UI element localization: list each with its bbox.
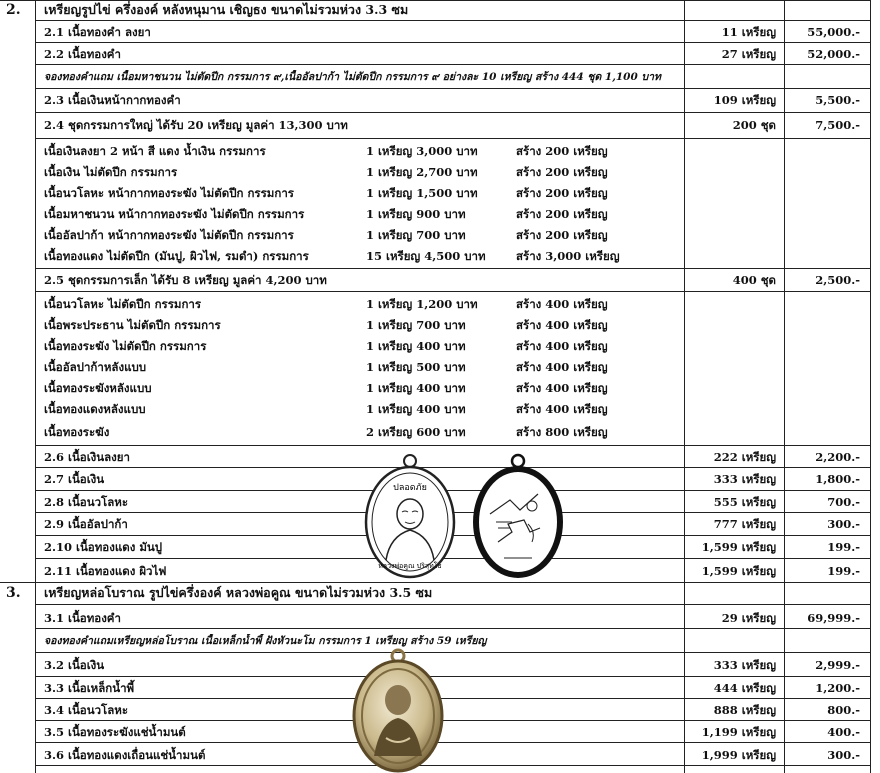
item-name: 2.10 เนื้อทองแดง มันปู bbox=[44, 540, 163, 554]
item-qty: 27 เหรียญ bbox=[721, 47, 776, 61]
set-item-name: เนื้อเงิน ไม่ตัดปีก กรรมการ bbox=[44, 165, 178, 179]
item-qty: 1,599 เหรียญ bbox=[701, 564, 776, 578]
bonus-note: จองทองคำแถมเหรียญหล่อโบราณ เนื้อเหล็กน้ำพี้ ฝังหัวนะโม กรรมการ 1 เหรียญ สร้าง 59 เหรียญ bbox=[44, 635, 487, 647]
item-name: 3.2 เนื้อเงิน bbox=[44, 658, 105, 672]
item-name: 3.4 เนื้อนวโลหะ bbox=[44, 703, 129, 717]
item-name: 2.6 เนื้อเงินลงยา bbox=[44, 450, 130, 464]
item-qty: 1,199 เหรียญ bbox=[701, 725, 776, 739]
item-name: 2.7 เนื้อเงิน bbox=[44, 472, 105, 486]
set-item-count: สร้าง 400 เหรียญ bbox=[516, 318, 608, 332]
section-number: 2. bbox=[6, 2, 21, 18]
item-price: 2,200.- bbox=[815, 450, 860, 464]
bonus-note: จองทองคำแถม เนื้อมหาชนวน ไม่ตัดปีก กรรมการ ๙,เนื้ออัลปาก้า ไม่ตัดปีก กรรมการ ๙ อย่างละ 10 เหรียญ สร้าง 444 ชุด 1,100 บาท bbox=[44, 71, 661, 83]
set-item-name: เนื้อทองระฆัง ไม่ตัดปีก กรรมการ bbox=[44, 339, 207, 353]
set-item-count: สร้าง 200 เหรียญ bbox=[516, 165, 608, 179]
item-name: 2.3 เนื้อเงินหน้ากากทองคำ bbox=[44, 93, 181, 107]
set-item-count: สร้าง 200 เหรียญ bbox=[516, 207, 608, 221]
cast-medal-image bbox=[348, 648, 448, 773]
set-item-name: เนื้อนวโลหะ หน้ากากทองระฆัง ไม่ตัดปีก กรรมการ bbox=[44, 186, 294, 200]
section-number: 3. bbox=[6, 585, 21, 601]
item-name: 2.4 ชุดกรรมการใหญ่ ได้รับ 20 เหรียญ มูลค่า 13,300 บาท bbox=[44, 118, 348, 132]
item-price: 1,800.- bbox=[815, 472, 860, 486]
item-name: 2.1 เนื้อทองคำ ลงยา bbox=[44, 25, 151, 39]
set-item-name: เนื้อมหาชนวน หน้ากากทองระฆัง ไม่ตัดปีก กรรมการ bbox=[44, 207, 305, 221]
set-item-value: 1 เหรียญ 400 บาท bbox=[366, 339, 466, 353]
item-price: 800.- bbox=[827, 703, 860, 717]
item-qty: 222 เหรียญ bbox=[713, 450, 776, 464]
set-item-count: สร้าง 200 เหรียญ bbox=[516, 228, 608, 242]
set-item-name: เนื้อทองแดงหลังแบบ bbox=[44, 402, 146, 416]
set-item-name: เนื้อทองระฆังหลังแบบ bbox=[44, 381, 152, 395]
set-item-value: 1 เหรียญ 1,500 บาท bbox=[366, 186, 478, 200]
section-title: เหรียญหล่อโบราณ รูปไข่ครึ่งองค์ หลวงพ่อคูณ ขนาดไม่รวมห่วง 3.5 ซม bbox=[44, 585, 433, 600]
set-item-count: สร้าง 200 เหรียญ bbox=[516, 144, 608, 158]
set-item-value: 1 เหรียญ 700 บาท bbox=[366, 318, 466, 332]
item-qty: 888 เหรียญ bbox=[713, 703, 776, 717]
item-price: 55,000.- bbox=[807, 25, 860, 39]
item-qty: 333 เหรียญ bbox=[713, 472, 776, 486]
set-item-count: สร้าง 400 เหรียญ bbox=[516, 402, 608, 416]
set-item-value: 1 เหรียญ 900 บาท bbox=[366, 207, 466, 221]
item-qty: 1,999 เหรียญ bbox=[701, 748, 776, 762]
item-name: 3.1 เนื้อทองคำ bbox=[44, 611, 121, 625]
item-name: 3.5 เนื้อทองระฆังแช่น้ำมนต์ bbox=[44, 725, 186, 739]
set-item-name: เนื้ออัลปาก้า หน้ากากทองระฆัง ไม่ตัดปีก กรรมการ bbox=[44, 228, 294, 242]
set-item-value: 1 เหรียญ 2,700 บาท bbox=[366, 165, 478, 179]
item-price: 2,999.- bbox=[815, 658, 860, 672]
set-item-value: 1 เหรียญ 1,200 บาท bbox=[366, 297, 478, 311]
set-item-name: เนื้อทองแดง ไม่ตัดปีก (มันปู, ผิวไฟ, รมดำ) กรรมการ bbox=[44, 249, 309, 263]
set-item-value: 1 เหรียญ 400 บาท bbox=[366, 402, 466, 416]
set-item-value: 1 เหรียญ 500 บาท bbox=[366, 360, 466, 374]
medal-back-image bbox=[468, 452, 568, 580]
set-item-value: 1 เหรียญ 400 บาท bbox=[366, 381, 466, 395]
item-qty: 29 เหรียญ bbox=[721, 611, 776, 625]
item-qty: 200 ชุด bbox=[732, 118, 776, 132]
set-item-value: 1 เหรียญ 3,000 บาท bbox=[366, 144, 478, 158]
set-item-count: สร้าง 400 เหรียญ bbox=[516, 297, 608, 311]
item-qty: 555 เหรียญ bbox=[713, 495, 776, 509]
set-item-name: เนื้ออัลปาก้าหลังแบบ bbox=[44, 360, 147, 374]
set-item-value: 2 เหรียญ 600 บาท bbox=[366, 425, 466, 439]
set-item-count: สร้าง 800 เหรียญ bbox=[516, 425, 608, 439]
item-name: 2.9 เนื้ออัลปาก้า bbox=[44, 517, 128, 531]
section-title: เหรียญรูปไข่ ครึ่งองค์ หลังหนุมาน เชิญธง ขนาดไม่รวมห่วง 3.3 ซม bbox=[44, 2, 409, 17]
item-price: 7,500.- bbox=[815, 118, 860, 132]
col-line-right bbox=[870, 0, 871, 773]
item-price: 300.- bbox=[827, 748, 860, 762]
item-price: 2,500.- bbox=[815, 273, 860, 287]
set-item-count: สร้าง 3,000 เหรียญ bbox=[516, 249, 620, 263]
item-price: 199.- bbox=[827, 564, 860, 578]
item-qty: 109 เหรียญ bbox=[713, 93, 776, 107]
item-price: 199.- bbox=[827, 540, 860, 554]
item-qty: 11 เหรียญ bbox=[721, 25, 776, 39]
set-item-count: สร้าง 400 เหรียญ bbox=[516, 360, 608, 374]
item-qty: 400 ชุด bbox=[732, 273, 776, 287]
item-price: 1,200.- bbox=[815, 681, 860, 695]
set-item-name: เนื้อเงินลงยา 2 หน้า สี แดง น้ำเงิน กรรมการ bbox=[44, 144, 266, 158]
item-price: 52,000.- bbox=[807, 47, 860, 61]
medal-front-top-text: ปลอดภัย bbox=[393, 483, 427, 493]
set-item-value: 1 เหรียญ 700 บาท bbox=[366, 228, 466, 242]
set-item-value: 15 เหรียญ 4,500 บาท bbox=[366, 249, 486, 263]
item-price: 5,500.- bbox=[815, 93, 860, 107]
medal-front-image bbox=[360, 452, 460, 580]
item-name: 3.6 เนื้อทองแดงเถื่อนแช่น้ำมนต์ bbox=[44, 748, 206, 762]
set-item-name: เนื้อพระประธาน ไม่ตัดปีก กรรมการ bbox=[44, 318, 221, 332]
medal-front-bottom-text: หลวงพ่อคูณ ปริสุทโธ bbox=[378, 562, 442, 570]
item-price: 300.- bbox=[827, 517, 860, 531]
set-item-count: สร้าง 200 เหรียญ bbox=[516, 186, 608, 200]
set-item-count: สร้าง 400 เหรียญ bbox=[516, 339, 608, 353]
set-item-name: เนื้อทองระฆัง bbox=[44, 425, 110, 439]
item-name: 2.2 เนื้อทองคำ bbox=[44, 47, 121, 61]
item-price: 700.- bbox=[827, 495, 860, 509]
item-qty: 1,599 เหรียญ bbox=[701, 540, 776, 554]
item-qty: 777 เหรียญ bbox=[713, 517, 776, 531]
set-item-name: เนื้อนวโลหะ ไม่ตัดปีก กรรมการ bbox=[44, 297, 202, 311]
item-name: 2.11 เนื้อทองแดง ผิวไฟ bbox=[44, 564, 167, 578]
set-item-count: สร้าง 400 เหรียญ bbox=[516, 381, 608, 395]
col-line-num bbox=[35, 0, 36, 773]
item-name: 2.5 ชุดกรรมการเล็ก ได้รับ 8 เหรียญ มูลค่า 4,200 บาท bbox=[44, 273, 327, 287]
item-qty: 333 เหรียญ bbox=[713, 658, 776, 672]
item-price: 69,999.- bbox=[807, 611, 860, 625]
item-name: 3.3 เนื้อเหล็กน้ำพี้ bbox=[44, 681, 135, 695]
item-qty: 444 เหรียญ bbox=[713, 681, 776, 695]
item-name: 2.8 เนื้อนวโลหะ bbox=[44, 495, 129, 509]
item-price: 400.- bbox=[827, 725, 860, 739]
